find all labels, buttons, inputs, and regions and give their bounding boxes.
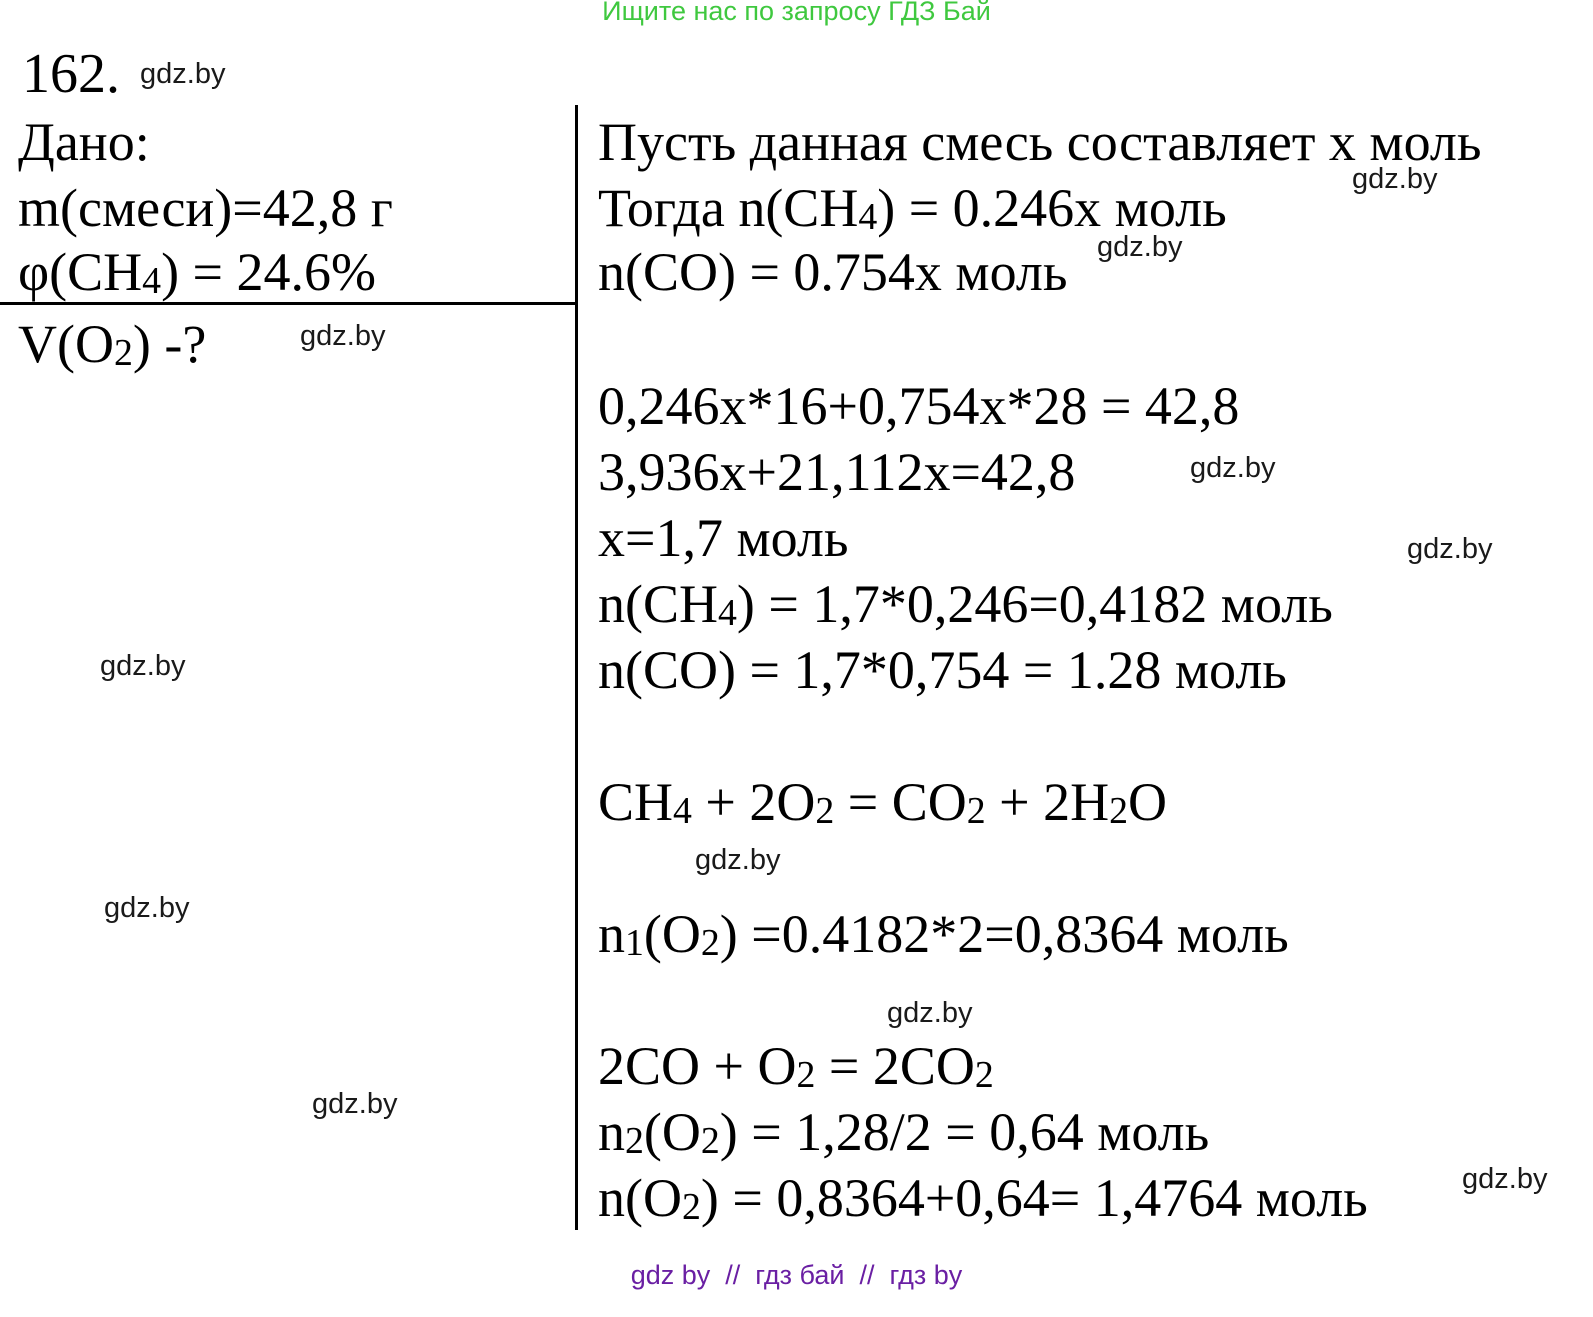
solution-line: n(CO) = 0.754x моль — [598, 242, 1068, 302]
problem-number: 162. — [22, 43, 120, 105]
watermark: gdz.by — [1407, 533, 1493, 565]
solution-line: 0,246x*16+0,754x*28 = 42,8 — [598, 376, 1240, 436]
vertical-divider — [575, 105, 578, 1230]
watermark: gdz.by — [100, 650, 186, 682]
solution-line: x=1,7 моль — [598, 508, 849, 568]
given-mass: m(смеси)=42,8 г — [18, 178, 393, 238]
watermark: gdz.by — [1462, 1163, 1548, 1195]
watermark: gdz.by — [695, 844, 781, 876]
watermark: gdz.by — [140, 58, 226, 90]
watermark: gdz.by — [1352, 163, 1438, 195]
watermark: gdz.by — [887, 997, 973, 1029]
solution-answer: $n(O_2) = 0,8364+0,64= 1,4764$ моль — [598, 1168, 1368, 1229]
solution-line: $n_2(O_2) = 1,28/2 = 0,64$ моль — [598, 1102, 1210, 1163]
watermark: gdz.by — [300, 320, 386, 352]
given-title: Дано: — [18, 112, 150, 172]
reaction-equation: $CH_4 + 2O_2 = CO_2 + 2H_2O$ — [598, 772, 1168, 833]
search-banner: Ищите нас по запросу ГДЗ Бай — [602, 0, 991, 26]
solution-line: 3,936x+21,112x=42,8 — [598, 442, 1076, 502]
watermark: gdz.by — [1097, 231, 1183, 263]
solution-line: Пусть данная смесь составляет x моль — [598, 112, 1482, 172]
find-quantity: $V(O_2)$ -? — [18, 314, 207, 375]
watermark: gdz.by — [104, 892, 190, 924]
solution-line: n(CO) = 1,7*0,754 = 1.28 моль — [598, 640, 1287, 700]
given-fraction: $\varphi(CH_4) = 24.6\%$ — [18, 242, 376, 303]
solution-line: $n_1(O_2) =0.4182*2=0,8364$ моль — [598, 904, 1289, 965]
solution-line: Тогда $n(CH_4) = 0.246x$ моль — [598, 178, 1227, 239]
footer-links: gdz by // гдз бай // гдз by — [630, 1260, 963, 1290]
watermark: gdz.by — [312, 1088, 398, 1120]
reaction-equation: $2CO + O_2 = 2CO_2$ — [598, 1036, 994, 1097]
watermark: gdz.by — [1190, 452, 1276, 484]
solution-line: $n(CH_4) = 1,7*0,246=0,4182$ моль — [598, 574, 1333, 635]
